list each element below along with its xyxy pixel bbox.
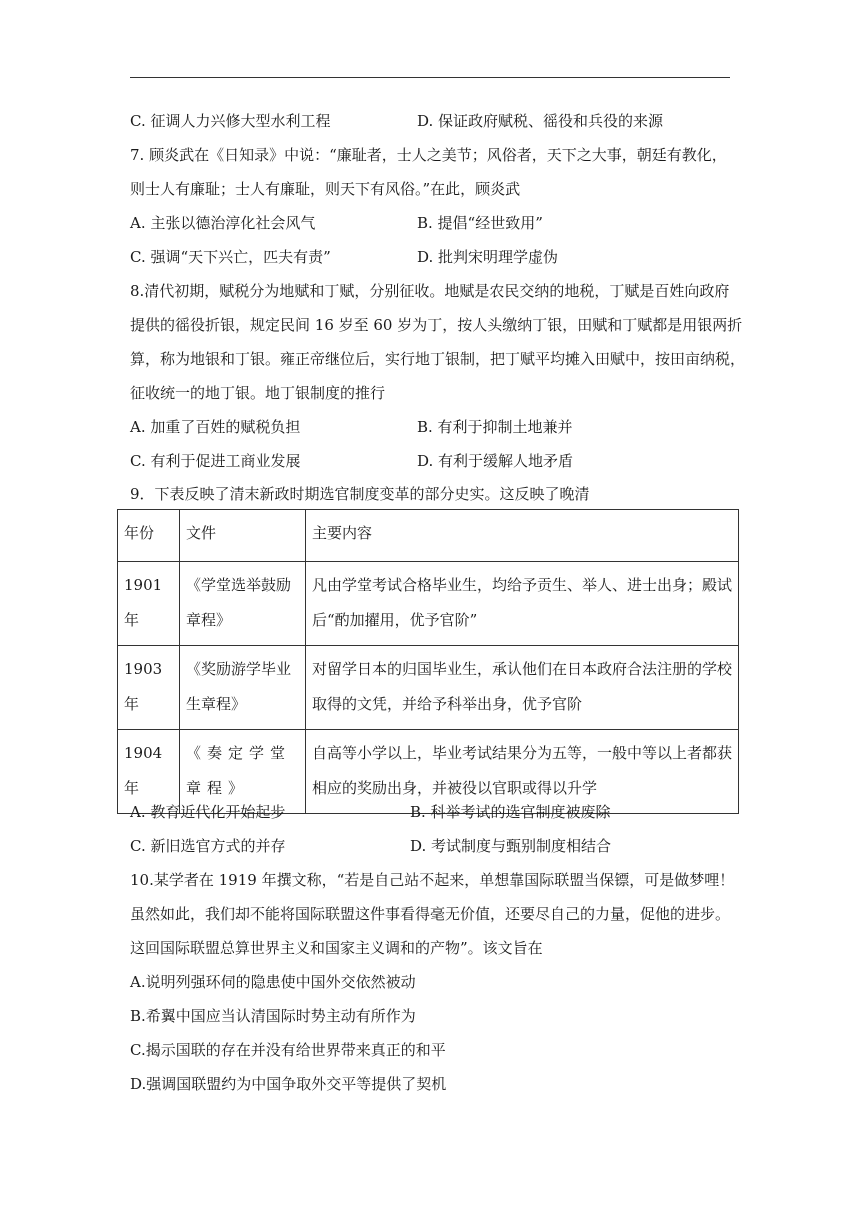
q8-option-b: B. 有利于抑制土地兼并 [417, 418, 573, 436]
table-header-row [118, 510, 739, 562]
row-document: 《奏定学堂章程》 [186, 744, 292, 797]
q10-option-b: B.希翼中国应当认清国际时势主动有所作为 [130, 1007, 416, 1025]
row-content: 自高等小学以上，毕业考试结果分为五等，一般中等以上者都获相应的奖励出身，并被役以官职或得以升学 [312, 744, 733, 797]
q9-option-a: A. 教育近代化开始起步 [130, 803, 286, 821]
q9-history-table [117, 509, 739, 814]
header-document: 文件 [180, 510, 306, 562]
header-year: 年份 [118, 510, 180, 562]
q7-option-d: D. 批判宋明理学虚伪 [417, 248, 559, 266]
q8-option-c: C. 有利于促进工商业发展 [130, 452, 301, 470]
row-content: 凡由学堂考试合格毕业生，均给予贡生、举人、进士出身；殿试后“酌加擢用，优予官阶” [312, 576, 733, 629]
row-year: 1904年 [124, 744, 163, 797]
q9-option-b: B. 科举考试的选官制度被废除 [410, 803, 611, 821]
row-content: 对留学日本的归国毕业生，承认他们在日本政府合法注册的学校取得的文凭，并给予科举出身，优予官阶 [312, 660, 733, 713]
q6-option-c: C. 征调人力兴修大型水利工程 [130, 112, 331, 130]
q10-option-d: D.强调国联盟约为中国争取外交平等提供了契机 [130, 1075, 447, 1093]
q9-option-d: D. 考试制度与甄别制度相结合 [410, 837, 612, 855]
table-row [118, 730, 739, 814]
q8-stem-line-2: 提供的徭役折银，规定民间 16 岁至 60 岁为丁，按人头缴纳丁银，田赋和丁赋都是用银两折 [130, 316, 743, 334]
q7-stem-line-2: 则士人有廉耻；士人有廉耻，则天下有风俗。”在此，顾炎武 [130, 180, 521, 198]
q8-option-a: A. 加重了百姓的赋税负担 [130, 418, 301, 436]
q9-stem: 9．下表反映了清末新政时期选官制度变革的部分史实。这反映了晚清 [130, 485, 590, 503]
q10-option-a: A.说明列强环伺的隐患使中国外交依然被动 [130, 973, 416, 991]
q6-option-d: D. 保证政府赋税、徭役和兵役的来源 [417, 112, 664, 130]
row-year: 1903年 [124, 660, 163, 713]
q8-stem-line-3: 算，称为地银和丁银。雍正帝继位后，实行地丁银制，把丁赋平均摊入田赋中，按田亩纳税， [130, 350, 746, 368]
table-row [118, 646, 739, 730]
q8-stem-line-1: 8.清代初期，赋税分为地赋和丁赋，分别征收。地赋是农民交纳的地税，丁赋是百姓向政府 [130, 282, 730, 300]
q10-option-c: C.揭示国联的存在并没有给世界带来真正的和平 [130, 1041, 446, 1059]
header-rule [130, 77, 730, 78]
q10-stem-line-1: 10.某学者在 1919 年撰文称，“若是自己站不起来，单想靠国际联盟当保镖，可是做梦哩！ [130, 871, 735, 889]
q7-option-c: C. 强调“天下兴亡，匹夫有责” [130, 248, 331, 266]
q10-stem-line-3: 这回国际联盟总算世界主义和国家主义调和的产物”。该文旨在 [130, 939, 543, 957]
q9-option-c: C. 新旧选官方式的并存 [130, 837, 286, 855]
q7-option-a: A. 主张以德治淳化社会风气 [130, 214, 316, 232]
row-document: 《学堂选举鼓励章程》 [186, 576, 292, 629]
q10-stem-line-2: 虽然如此，我们却不能将国际联盟这件事看得毫无价值，还要尽自己的力量，促他的进步。 [130, 905, 731, 923]
q7-option-b: B. 提倡“经世致用” [417, 214, 543, 232]
q8-option-d: D. 有利于缓解人地矛盾 [417, 452, 574, 470]
row-document: 《奖励游学毕业生章程》 [186, 660, 292, 713]
q7-stem-line-1: 7. 顾炎武在《日知录》中说：“廉耻者，士人之美节；风俗者，天下之大事，朝廷有教化， [130, 146, 727, 164]
q8-stem-line-4: 征收统一的地丁银。地丁银制度的推行 [130, 384, 386, 402]
table-row [118, 562, 739, 646]
header-content: 主要内容 [306, 510, 739, 562]
row-year: 1901年 [124, 576, 163, 629]
